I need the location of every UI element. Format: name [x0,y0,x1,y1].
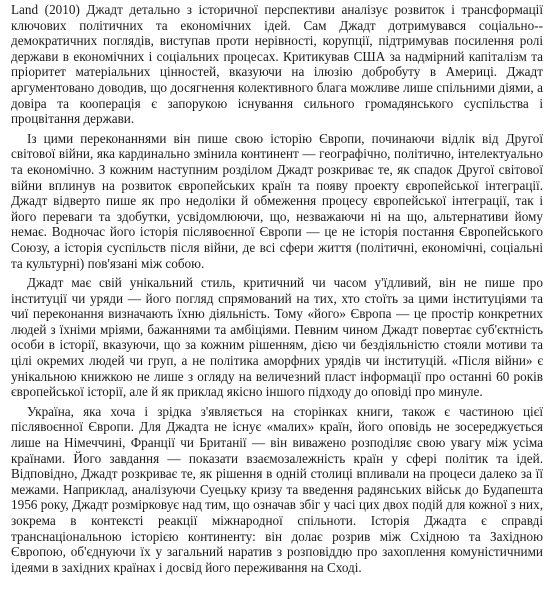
paragraph: Джадт має свій унікальний стиль, критичний чи часом у'їдливий, він не пише про інституції чи уряди — його погляд спрямований на тих, хто стоїть за цими інституціями та чиї переконання визначають їхню діяльність. Тому «його» Європа — це простір конкретних людей з їхніми мріями, бажаннями та амбіціями. Певним чином Джадт повертає суб'єктність особи в історії, вказуючи, що за кожним рішенням, дією чи бездіяльністю стояли мотиви та цілі окремих людей чи груп, а не політика аморфних урядів чи інституцій. «Після війни» є унікальною книжкою не лише з огляду на величезний пласт інформації про останні 60 років європейської історії, але й як приклад якісно іншого підходу до оповіді про минуле. [11,275,543,400]
paragraph: Україна, яка хоча і зрідка з'являється на сторінках книги, також є частиною цієї післявоєнної Європи. Для Джадта не існує «малих» країн, його оповідь не зосереджується лише на Німеччині, Франції чи Британії — він виважено розподіляє свою увагу між усіма країнами. Його завдання — показати взаємозалежність країн у сфері політик та ідей. Відповідно, Джадт розкриває те, як рішення в одній столиці впливали на процеси далеко за її межами. Наприклад, аналізуючи Суецьку кризу та введення радянських військ до Будапешта 1956 року, Джадт розмірковує над тим, що означав збіг у часі цих двох подій для кожної з них, зокрема в контексті реакції міжнародної спільноти. Історія Джадта є справді транснаціональною історією континенту: він долає розрив між Східною та Західною Європою, об'єднуючи їх у загальний наратив з розповіддю про захоплення комуністичними ідеями в західних країнах і досвід його переживання на Сході. [11,403,543,575]
paragraph: Land (2010) Джадт детально з історичної перспективи аналізує розвиток і трансформації ключових політичних та економічних ідей. Сам Джадт дотримувався соціально--демократичних поглядів, виступав проти нерівності, корупції, підтримував посилення ролі держави в економічних і соціальних процесах. Критикував США за надмірний капіталізм та пріоритет матеріальних цінностей, вказуючи на ілюзію добробуту в Америці. Джадт аргументовано доводив, що досягнення колективного блага можливе лише спільними діями, а довіра та кооперація є запорукою існування сильного громадянського суспільства і процвітання держави. [11,2,543,127]
paragraph: Із цими переконаннями він пише свою історію Європи, починаючи відлік від Другої світової війни, яка кардинально змінила континент — географічно, політично, інтелектуально та економічно. З кожним наступним розділом Джадт розкриває те, як спадок Другої світової війни вплинув на розвиток європейських країн та появу проекту європейської інтеграції. Джадт відверто пише як про недоліки й обмеження процесу європейської інтеграції, так і його переваги та здобутки, усвідомлюючи, що, незважаючи ні на що, альтернативи йому немає. Водночас його історія післявоєнної Європи — це не історія постання Європейського Союзу, а історія суспільств після війни, де всі сфери життя (політичні, економічні, соціальні та культурні) пов'язані між собою. [11,130,543,271]
